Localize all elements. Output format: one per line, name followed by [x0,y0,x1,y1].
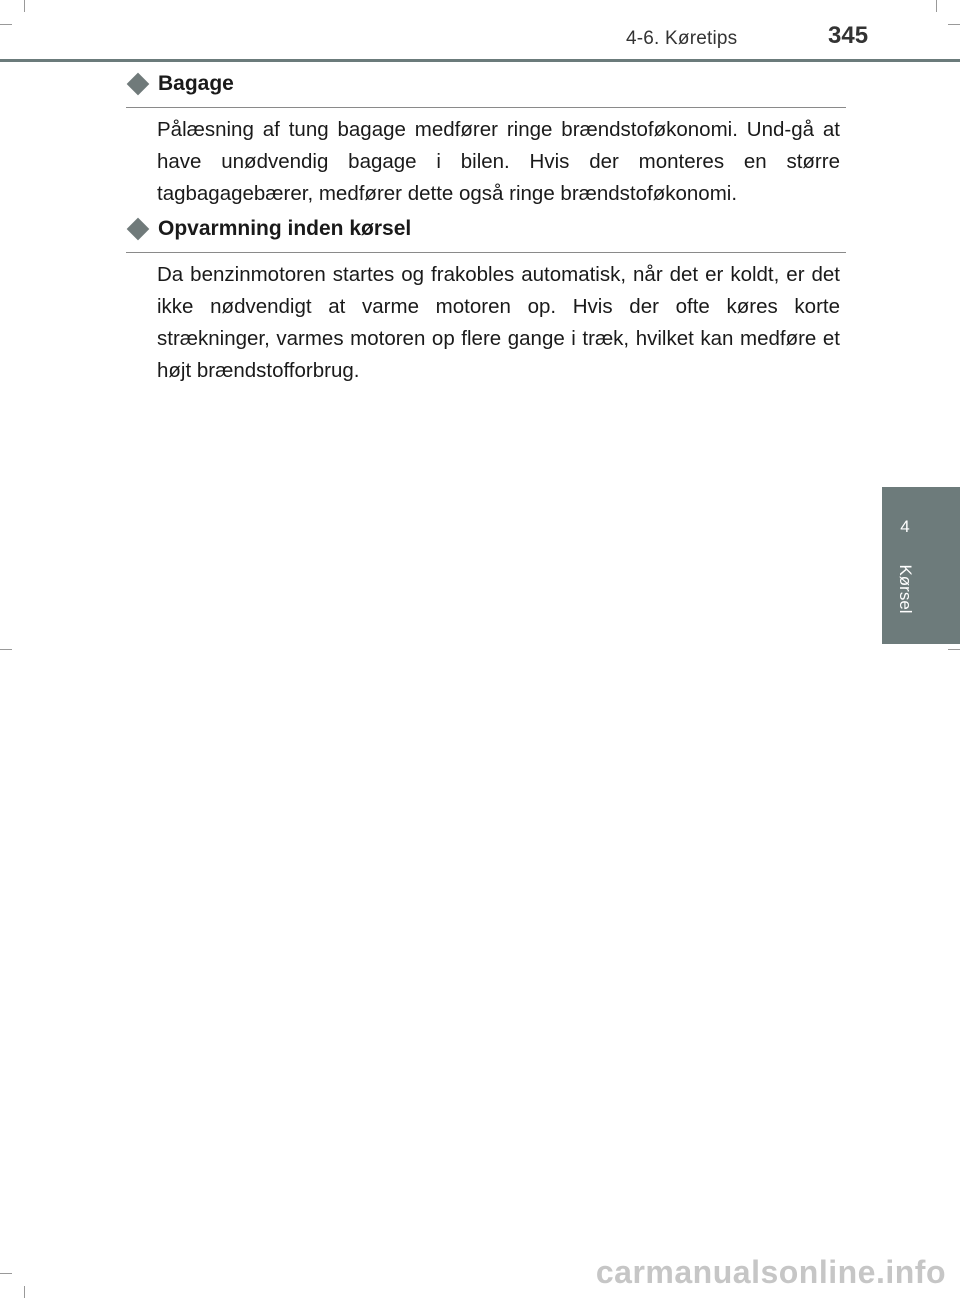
crop-mark [948,649,960,650]
crop-mark [0,649,12,650]
crop-mark [24,0,25,12]
diamond-bullet-icon [127,218,150,241]
crop-mark [0,1273,12,1274]
chapter-number: 4 [900,517,910,536]
section-heading-bagage [126,70,846,100]
heading-rule [126,107,846,108]
crop-mark [936,0,937,12]
heading-rule [126,252,846,253]
section-body: Da benzinmotoren startes og frakobles automatisk, når det er koldt, er det ikke nødvendigt at varme motoren op. Hvis der ofte køres korte strækninger, varmes motoren op flere gange i træk, hvilket kan medføre et højt brændstofforbrug. [157,263,840,382]
watermark: carmanualsonline.info [595,1254,946,1290]
section-heading-opvarmning [126,215,846,245]
crop-mark [24,1286,25,1298]
section-body: Pålæsning af tung bagage medfører ringe brændstoføkonomi. Und-gå at have unødvendig bagage i bilen. Hvis der monteres en større tagbagagebærer, medfører dette også ringe brændstoføkonomi. [157,118,840,205]
header-rule [0,59,960,62]
crop-mark [0,24,12,25]
chapter-tab [882,487,960,644]
section-label: 4-6. Køretips [626,28,738,49]
crop-mark [948,24,960,25]
section-heading-text: Bagage [158,72,234,95]
page-number: 345 [828,22,869,49]
diamond-bullet-icon [127,73,150,96]
chapter-title: Kørsel [896,564,915,614]
section-heading-text: Opvarmning inden kørsel [158,217,412,240]
